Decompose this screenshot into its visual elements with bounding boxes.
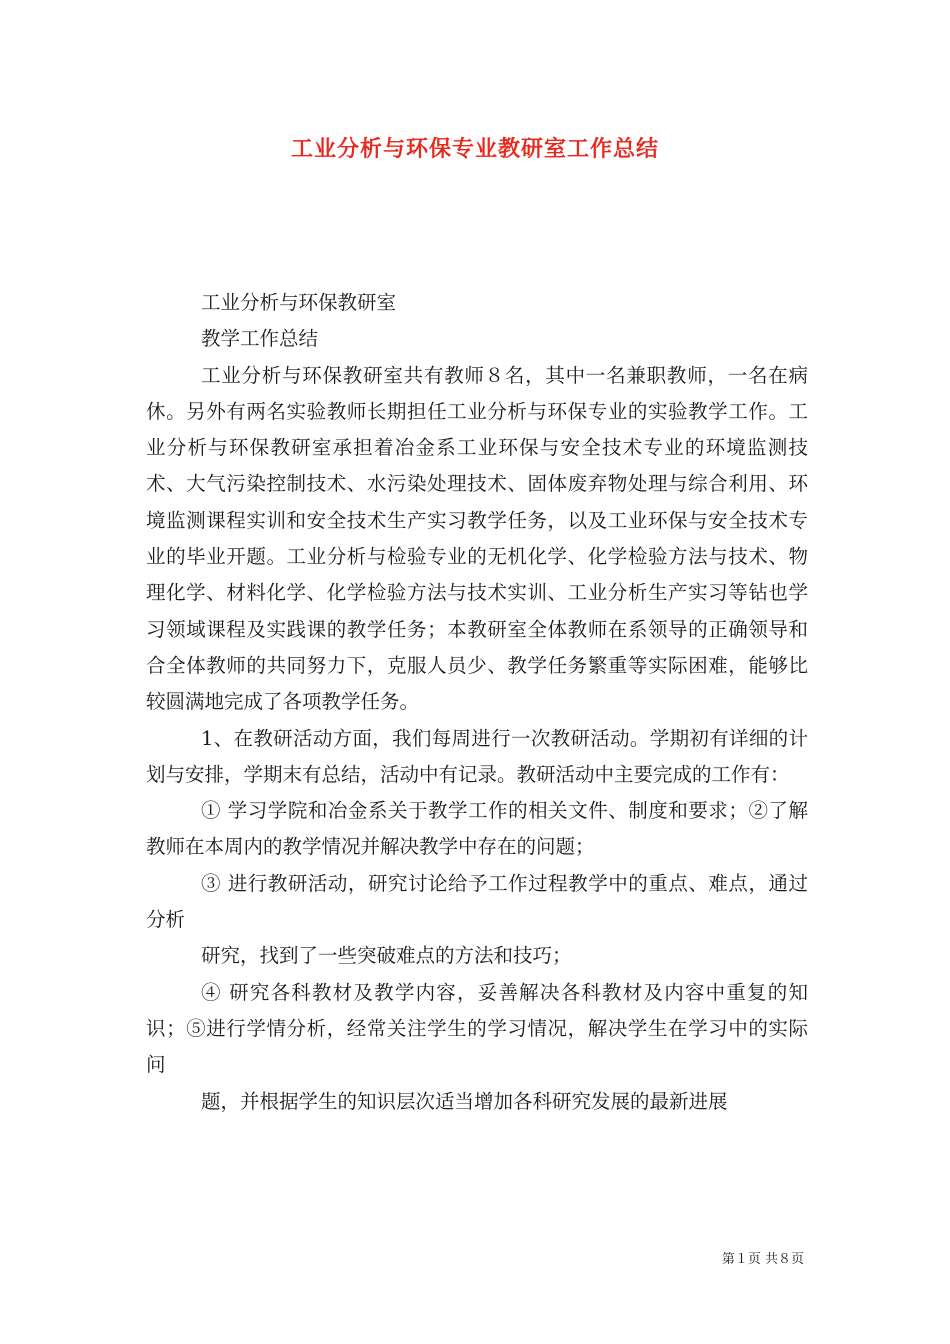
paragraph-item-3-cont: 研究，找到了一些突破难点的方法和技巧； (201, 944, 572, 968)
paragraph-item-1-2: ① 学习学院和冶金系关于教学工作的相关文件、制度和要求；②了解教师在本周内的教学情况并解决教学中存在的问题； (146, 799, 808, 859)
document-body (146, 285, 808, 1120)
paragraph-teaching-research: 1、在教研活动方面，我们每周进行一次教研活动。学期初有详细的计划与安排，学期末有总结，活动中有记录。教研活动中主要完成的工作有： (146, 726, 808, 786)
document-title: 工业分析与环保专业教研室工作总结 (290, 136, 659, 162)
paragraph-heading-1: 工业分析与环保教研室 (201, 291, 397, 314)
paragraph-item-3: ③ 进行教研活动，研究讨论给予工作过程教学中的重点、难点，通过分析 (146, 871, 808, 932)
page-number: 第１页 共８页 (721, 1252, 804, 1267)
paragraph-item-4-5: ④ 研究各科教材及教学内容，妥善解决各科教材及内容中重复的知识；⑤进行学情分析，经常关注学生的学习情况，解决学生在学习中的实际问 (146, 980, 808, 1077)
paragraph-heading-2: 教学工作总结 (201, 327, 319, 351)
paragraph-item-5-cont: 题，并根据学生的知识层次适当增加各科研究发展的最新进展 (201, 1089, 728, 1113)
paragraph-overview: 工业分析与环保教研室共有教师８名，其中一名兼职教师，一名在病休。另外有两名实验教师长期担任工业分析与环保专业的实验教学工作。工业分析与环保教研室承担着冶金系工业环保与安全技术专业的环境监测技术、大气污染控制技术、水污染处理技术、固体废弃物处理与综合利用、环境监测课程实训和安全技术生产实习教学任务，以及工业环保与安全技术专业的毕业开题。工业分析与检验专业的无机化学、化学检验方法与技术、物理化学、材料化学、化学检验方法与技术实训、工业分析生产实习等钻也学习领域课程及实践课的教学任务；本教研室全体教师在系领导的正确领导和合全体教师的共同努力下，克服人员少、教学任务繁重等实际困难，能够比较圆满地完成了各项教学任务。 (146, 363, 808, 714)
